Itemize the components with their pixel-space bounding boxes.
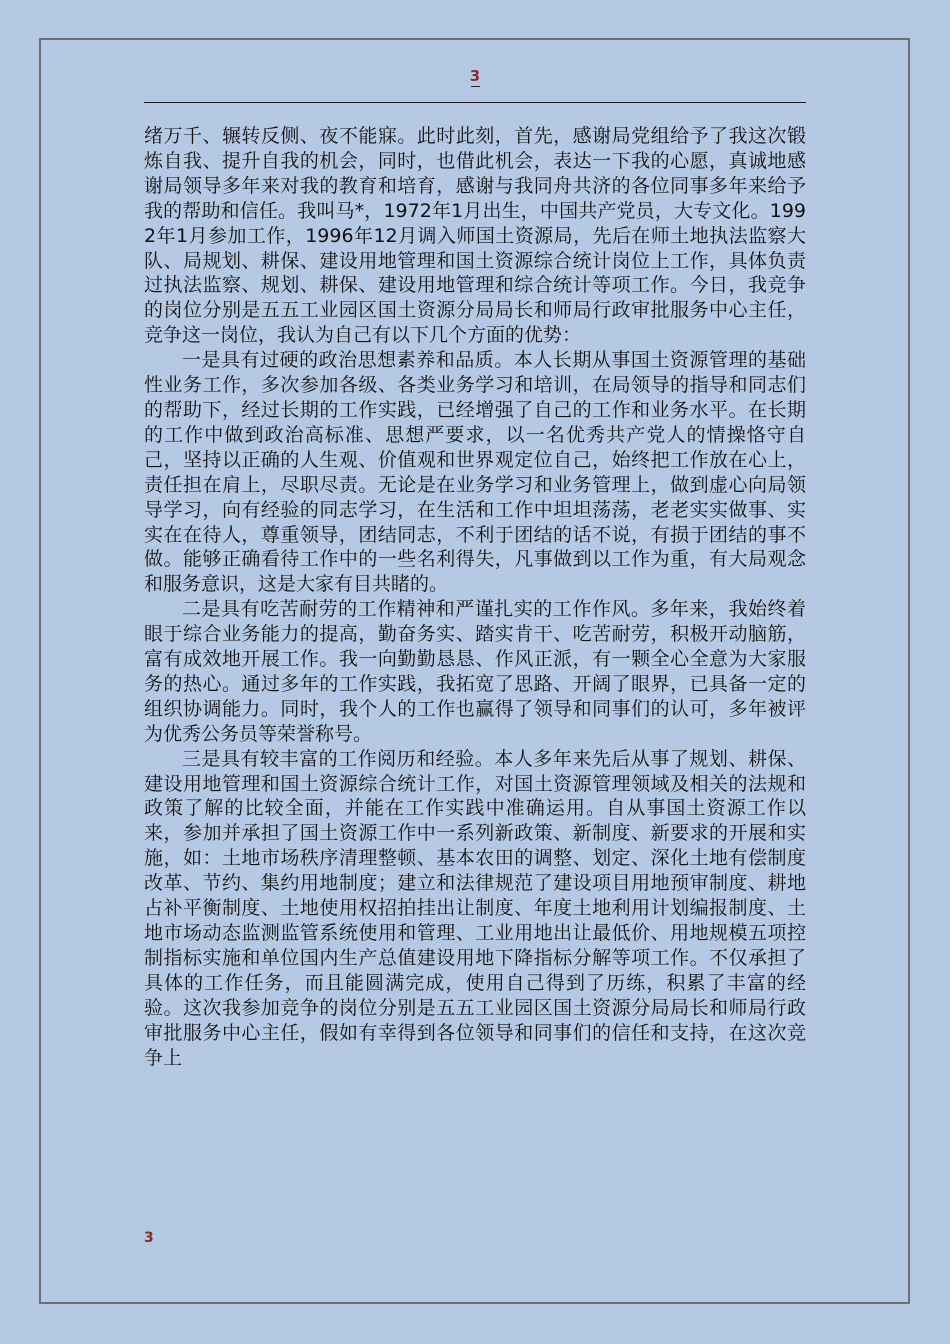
paragraph-advantage-2: 二是具有吃苦耐劳的工作精神和严谨扎实的工作作风。多年来，我始终着眼于综合业务能力的提高，勤奋务实、踏实肯干、吃苦耐劳，积极开动脑筋，富有成效地开展工作。我一向勤勤恳恳、作风正派，有一颗全心全意为大家服务的热心。通过多年的工作实践，我拓宽了思路、开阔了眼界，已具备一定的组织协调能力。同时，我个人的工作也赢得了领导和同事们的认可，多年被评为优秀公务员等荣誉称号。 xyxy=(144,598,806,745)
paragraph-advantage-1: 一是具有过硬的政治思想素养和品质。本人长期从事国土资源管理的基础性业务工作，多次参加各级、各类业务学习和培训，在局领导的指导和同志们的帮助下，经过长期的工作实践，已经增强了自己的工作和业务水平。在长期的工作中做到政治高标准、思想严要求，以一名优秀共产党人的情操恪守自己，坚持以正确的人生观、价值观和世界观定位自己，始终把工作放在心上，责任担在肩上，尽职尽责。无论是在业务学习和业务管理上，做到虚心向局领导学习，向有经验的同志学习，在生活和工作中坦坦荡荡，老老实实做事、实实在在待人，尊重领导，团结同志，不利于团结的话不说，有损于团结的事不做。能够正确看待工作中的一些名利得失，凡事做到以工作为重，有大局观念和服务意识，这是大家有目共睹的。 xyxy=(144,349,806,596)
header-number-underline xyxy=(471,86,480,87)
paragraph-advantage-3: 三是具有较丰富的工作阅历和经验。本人多年来先后从事了规划、耕保、建设用地管理和国土资源综合统计工作，对国土资源管理领域及相关的法规和政策了解的比较全面，并能在工作实践中准确运用。自从事国土资源工作以来，参加并承担了国土资源工作中一系列新政策、新制度、新要求的开展和实施，如：土地市场秩序清理整顿、基本农田的调整、划定、深化土地有偿制度改革、节约、集约用地制度；建立和法律规范了建设项目用地预审制度、耕地占补平衡制度、土地使用权招拍挂出让制度、年度土地利用计划编报制度、土地市场动态监测监管系统使用和管理、工业用地出让最低价、用地规模五项控制指标实施和单位国内生产总值建设用地下降指标分解等项工作。不仅承担了具体的工作任务，而且能圆满完成，使用自己得到了历练，积累了丰富的经验。这次我参加竞争的岗位分别是五五工业园区国土资源分局局长和师局行政审批服务中心主任，假如有幸得到各位领导和同事们的信任和支持，在这次竞争上 xyxy=(144,747,806,1069)
footer-page-number: 3 xyxy=(144,1230,154,1246)
paragraph-intro: 绪万千、辗转反侧、夜不能寐。此时此刻，首先，感谢局党组给予了我这次锻炼自我、提升自我的机会，同时，也借此机会，表达一下我的心愿，真诚地感谢局领导多年来对我的教育和培育，感谢与我同舟共济的各位同事多年来给予我的帮助和信任。我叫马*，1972年1月出生，中国共产党员，大专文化。1992年1月参加工作，1996年12月调入师国土资源局，先后在师土地执法监察大队、局规划、耕保、建设用地管理和国土资源综合统计岗位上工作，具体负责过执法监察、规划、耕保、建设用地管理和综合统计等项工作。今日，我竞争的岗位分别是五五工业园区国土资源分局局长和师局行政审批服务中心主任，竞争这一岗位，我认为自己有以下几个方面的优势： xyxy=(144,125,806,347)
document-body xyxy=(144,124,806,1070)
header-page-number: 3 xyxy=(469,67,481,85)
header-rule xyxy=(144,102,806,103)
